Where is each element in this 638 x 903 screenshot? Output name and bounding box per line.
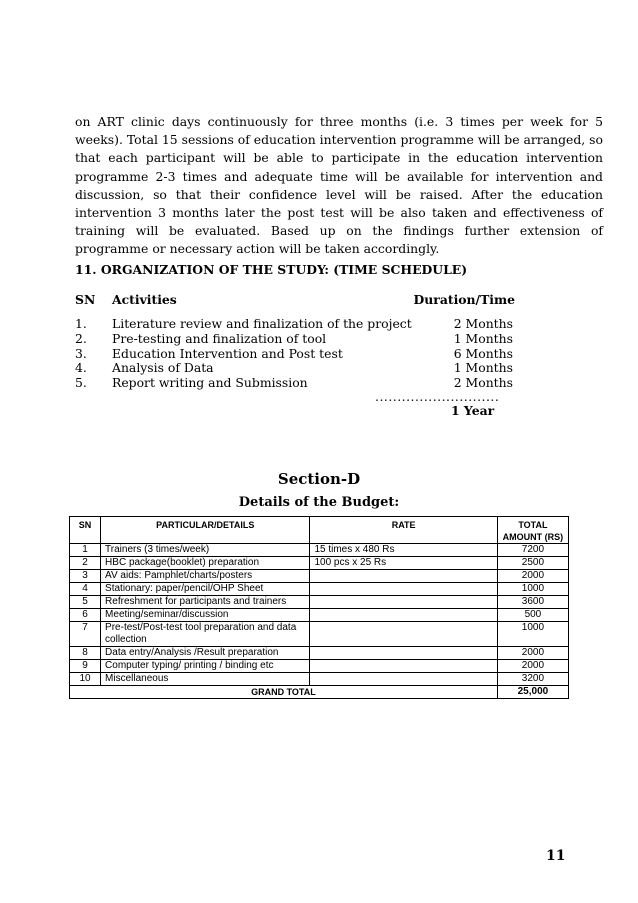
budget-cell-sn: 5 [70,596,101,609]
budget-cell-sn: 8 [70,647,101,660]
budget-cell-particular: Pre-test/Post-test tool preparation and data collection [101,622,310,647]
grand-total-value: 25,000 [497,686,568,699]
schedule-row [75,360,515,375]
schedule-row-activity: Report writing and Submission [112,375,308,390]
budget-row [70,570,569,583]
budget-col-sn: SN [70,517,101,544]
budget-cell-rate [310,596,497,609]
budget-cell-particular: Data entry/Analysis /Result preparation [101,647,310,660]
schedule-header-row [75,292,515,310]
schedule-row-sn: 3. [75,346,87,361]
budget-cell-rate [310,647,497,660]
budget-cell-particular: Refreshment for participants and trainers [101,596,310,609]
schedule-row [75,375,515,390]
grand-total-label: GRAND TOTAL [70,686,498,699]
schedule-row [75,331,515,346]
budget-cell-rate: 15 times x 480 Rs [310,544,497,557]
budget-cell-amount: 2000 [497,570,568,583]
schedule-row-sn: 4. [75,360,87,375]
budget-grand-total-row [70,686,569,699]
budget-col-rate: RATE [310,517,497,544]
schedule-row-activity: Analysis of Data [112,360,214,375]
schedule-row-activity: Literature review and finalization of the project [112,316,412,331]
budget-row [70,660,569,673]
schedule-row-duration: 6 Months [453,346,513,361]
budget-cell-rate [310,570,497,583]
budget-cell-rate [310,583,497,596]
schedule-row [75,316,515,331]
budget-cell-particular: Stationary: paper/pencil/OHP Sheet [101,583,310,596]
schedule-row-sn: 5. [75,375,87,390]
budget-cell-amount: 2000 [497,660,568,673]
schedule-row-duration: 2 Months [453,375,513,390]
budget-cell-particular: Trainers (3 times/week) [101,544,310,557]
budget-cell-particular: HBC package(booklet) preparation [101,557,310,570]
schedule-col-activities: Activities [112,292,177,307]
budget-row [70,583,569,596]
budget-col-amount: TOTAL AMOUNT (RS) [497,517,568,544]
budget-cell-sn: 3 [70,570,101,583]
budget-col-particular: PARTICULAR/DETAILS [101,517,310,544]
budget-cell-rate [310,673,497,686]
budget-cell-amount: 7200 [497,544,568,557]
budget-cell-particular: Computer typing/ printing / binding etc [101,660,310,673]
schedule-row [75,346,515,361]
schedule-row-sn: 1. [75,316,87,331]
budget-cell-amount: 2500 [497,557,568,570]
schedule-heading: 11. ORGANIZATION OF THE STUDY: (TIME SCHEDULE) [75,262,468,277]
budget-cell-rate [310,609,497,622]
schedule-row-duration: 1 Months [453,360,513,375]
budget-cell-amount: 1000 [497,622,568,647]
section-title: Section-D [277,470,361,488]
page-number: 11 [546,848,566,864]
schedule-col-sn: SN [75,292,96,307]
budget-header-row [70,517,569,544]
budget-row [70,557,569,570]
budget-row [70,647,569,660]
budget-cell-amount: 500 [497,609,568,622]
budget-row [70,596,569,609]
schedule-row-duration: 1 Months [453,331,513,346]
schedule-col-duration: Duration/Time [413,292,515,307]
budget-cell-sn: 1 [70,544,101,557]
budget-cell-amount: 2000 [497,647,568,660]
intro-paragraph: on ART clinic days continuously for three months (i.e. 3 times per week for 5 weeks). Total 15 sessions of education intervention programme will be arranged, so that each participant will be able to participate in the education intervention programme 2-3 times and adequate time will be available for intervention and discussion, so that their confidence level will be raised. After the education intervention 3 months later the post test will be also taken and effectiveness of training will be evaluated. Based up on the findings further extension of programme or necessary action will be taken accordingly. [75,114,603,257]
budget-cell-sn: 7 [70,622,101,647]
schedule-total: 1 Year [451,403,495,418]
budget-cell-particular: Meeting/seminar/discussion [101,609,310,622]
budget-cell-amount: 1000 [497,583,568,596]
schedule-row-duration: 2 Months [453,316,513,331]
budget-row [70,609,569,622]
budget-title: Details of the Budget: [238,495,400,510]
budget-cell-particular: Miscellaneous [101,673,310,686]
schedule-row-sn: 2. [75,331,87,346]
budget-row [70,673,569,686]
schedule-row-activity: Pre-testing and finalization of tool [112,331,327,346]
budget-cell-particular: AV aids: Pamphlet/charts/posters [101,570,310,583]
budget-row [70,544,569,557]
schedule-total-dots: ............................ [375,389,500,404]
budget-cell-sn: 4 [70,583,101,596]
budget-table [69,516,569,699]
budget-cell-amount: 3200 [497,673,568,686]
schedule-row-activity: Education Intervention and Post test [112,346,343,361]
budget-cell-rate: 100 pcs x 25 Rs [310,557,497,570]
budget-cell-sn: 9 [70,660,101,673]
budget-cell-rate [310,660,497,673]
budget-cell-amount: 3600 [497,596,568,609]
budget-cell-sn: 2 [70,557,101,570]
budget-cell-sn: 6 [70,609,101,622]
budget-cell-rate [310,622,497,647]
budget-cell-sn: 10 [70,673,101,686]
budget-row [70,622,569,647]
